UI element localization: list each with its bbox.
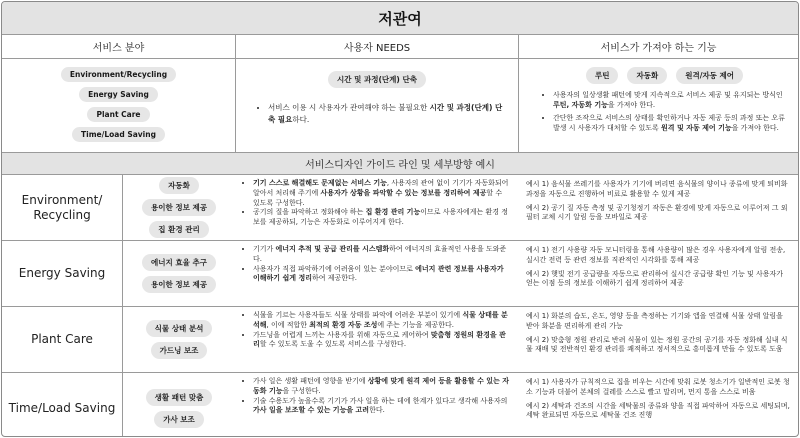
guide-row-pills: [122, 307, 235, 372]
guide-example: 예시 1) 전기 사용량 자동 모니터링을 통해 사용량이 많은 경우 사용자에게 알림 전송, 실시간 전력 등 관련 정보를 직관적인 시각화를 통해 제공: [526, 246, 786, 264]
guide-example: 예시 1) 화분의 습도, 온도, 영양 등을 측정하는 기기와 앱을 연결해 식물 상태 알림을 받아 화분을 편리하게 관리 가능: [526, 312, 783, 330]
guide-row-examples: [518, 175, 798, 240]
features-list: [519, 84, 798, 133]
guide-row-name: Time/Load Saving: [8, 400, 116, 415]
column-header-row: [2, 35, 798, 59]
guide-desc-item: • 기술 수용도가 높을수록 기기가 가사 일을 하는 데에 한계가 있다고 생각해 사용자의 가사 일을 보조할 수 있는 기능을 고려한다.: [253, 397, 510, 417]
guide-row-examples: [518, 241, 798, 306]
guide-row-time-load: [2, 373, 798, 437]
service-area-pill: Environment/Recycling: [61, 67, 176, 82]
guide-row-name: Energy Saving: [18, 266, 106, 280]
guide-example: 예시 2) 공기 질 자동 측정 및 공기청정기 작동은 환경에 맞게 자동으로 이루어져 그 외 필터 교체 시기 알림 등을 모바일로 제공: [526, 203, 788, 222]
feature-pill-routine: 루틴: [586, 67, 619, 84]
guide-row-description: [235, 175, 518, 240]
guide-desc-item: • 사용자가 직접 파악하기에 어려움이 있는 분야이므로 에너지 관련 정보를 사용자가 이해하기 쉽게 정리하여 제공한다.: [253, 265, 510, 285]
features-cell: [518, 59, 798, 152]
service-area-pill: Plant Care: [87, 107, 149, 122]
guide-desc-item: • 공기의 질을 파악하고 정화해야 하는 집 환경 관리 기능이므로 사용자에게는 환경 정보를 제공하되, 기능은 자동화로 이루어지게 한다.: [253, 208, 510, 228]
service-area-pill: Time/Load Saving: [72, 127, 165, 142]
summary-row: [2, 59, 798, 153]
guide-pill: 용이한 정보 제공: [142, 276, 216, 293]
feature-pill-remote-control: 원격/자동 제어: [676, 67, 743, 84]
service-area-cell: [2, 59, 235, 152]
guide-example: 예시 2) 세탁과 건조의 시간을 세탁물의 종류와 양을 직접 파악하여 자동으로 세팅되며, 세탁 완료되면 자동으로 세탁물 건조 진행: [526, 401, 790, 420]
guide-example: 예시 1) 사용자가 규칙적으로 집을 비우는 시간에 맞춰 로봇 청소기가 일반적인 로봇 청소 기능과 더불어 본체의 걸레를 스스로 빨고 말리며, 먼지 통을 스스로 비움: [526, 378, 790, 396]
user-needs-cell: [235, 59, 518, 152]
guide-row-plant-care: [2, 307, 798, 373]
guide-pill: 식물 상태 분석: [146, 320, 213, 337]
guide-pill: 집 환경 관리: [149, 221, 208, 238]
guide-row-name: Plant Care: [31, 332, 93, 346]
guide-row-energy: [2, 241, 798, 307]
guide-row-pills: [122, 373, 235, 437]
guide-row-environment: [2, 175, 798, 241]
feature-item: • 사용자의 일상생활 패턴에 맞게 지속적으로 서비스 제공 및 유지되는 방식인 루틴, 자동화 기능을 가져야 한다.: [553, 90, 786, 110]
guide-row-description: [235, 307, 518, 372]
table-frame: [1, 1, 799, 437]
guide-row-pills: [122, 241, 235, 306]
table-title: 저관여: [378, 9, 422, 28]
guide-section-header: 서비스디자인 가이드 라인 및 세부방향 예시: [2, 153, 798, 175]
column-header-user-needs: 사용자 NEEDS: [235, 35, 518, 58]
guide-row-pills: [122, 175, 235, 240]
guide-pill: 에너지 효율 추구: [142, 254, 216, 271]
guide-pill: 가드닝 보조: [151, 342, 208, 359]
feature-pill-automation: 자동화: [627, 67, 667, 84]
guide-desc-item: • 가사 일은 생활 패턴에 영향을 받기에 상황에 맞게 원격 제어 등을 활용할 수 있는 자동화 기능을 구성한다.: [253, 377, 510, 397]
needs-item: • 서비스 이용 시 사용자가 관여해야 하는 불필요한 시간 및 과정(단계) 단축 필요하다.: [268, 102, 506, 125]
guide-desc-item: • 식물을 기르는 사용자들도 식물 상태를 파악에 어려운 부분이 있기에 식물 상태를 분석해, 이에 적합한 최적의 환경 자동 조성에 주는 기능을 제공한다.: [253, 311, 510, 331]
guide-example: 예시 2) 햇빛 전기 공급량을 자동으로 관리하여 실시간 공급량 확인 기능 및 사용자가 얻는 이점 등의 정보를 이해하기 쉽게 정리하여 제공: [526, 269, 784, 288]
column-header-features: 서비스가 가져야 하는 기능: [518, 35, 798, 58]
needs-list: [236, 88, 518, 125]
guide-pill: 생활 패턴 맞춤: [146, 389, 213, 406]
feature-item: • 간단한 조작으로 서비스의 상태를 확인하거나 자동 제공 등의 과정 또는 오류 발생 시 사용자가 대처할 수 있도록 원격 및 자동 제어 기능을 가져야 한다.: [553, 113, 786, 133]
column-header-service-area: 서비스 분야: [92, 43, 145, 54]
guide-row-examples: [518, 373, 798, 437]
guide-desc-item: • 기기가 에너지 추적 및 공급 관리를 시스템화하여 에너지의 효율적인 사용을 도와준다.: [253, 245, 510, 265]
needs-pill: 시간 및 과정(단계) 단축: [328, 71, 426, 88]
guide-row-name: Environment/ Recycling: [21, 192, 103, 222]
guide-pill: 용이한 정보 제공: [142, 199, 216, 216]
guide-row-description: [235, 373, 518, 437]
title-bar: [2, 2, 798, 35]
guide-example: 예시 1) 음식물 쓰레기를 사용자가 기기에 버리면 음식물의 양이나 종류에 맞게 퇴비화 과정을 자동으로 진행하여 비료로 활용할 수 있게 제공: [526, 180, 788, 198]
guide-pill: 자동화: [159, 177, 199, 194]
guide-pill: 가사 보조: [154, 411, 204, 428]
guide-example: 예시 2) 맞춤형 정원 관리로 반려 식물이 있는 정원 공간의 공기를 자동 정화해 실내 식물 재배 및 전반적인 환경 관리를 쾌적하고 정서적으로 흥미롭게 만들 수 있도록 도움: [526, 335, 788, 354]
guide-desc-item: • 가드닝을 어렵게 느끼는 사용자를 위해 자동으로 케어하여 맞춤형 정원의 환경을 관리할 수 있도록 도울 수 있도록 서비스를 구성한다.: [253, 331, 510, 351]
guide-row-examples: [518, 307, 798, 372]
service-area-pill: Energy Saving: [79, 87, 158, 102]
guide-row-description: [235, 241, 518, 306]
guide-desc-item: • 기기 스스로 해결해도 문제없는 서비스 기능, 사용자의 관여 없이 기기가 자동화되어 알아서 처리해 주기에 사용자가 상황을 파악할 수 있는 정보를 정리하여 제공할 수 있도록 구성한다.: [253, 179, 510, 208]
